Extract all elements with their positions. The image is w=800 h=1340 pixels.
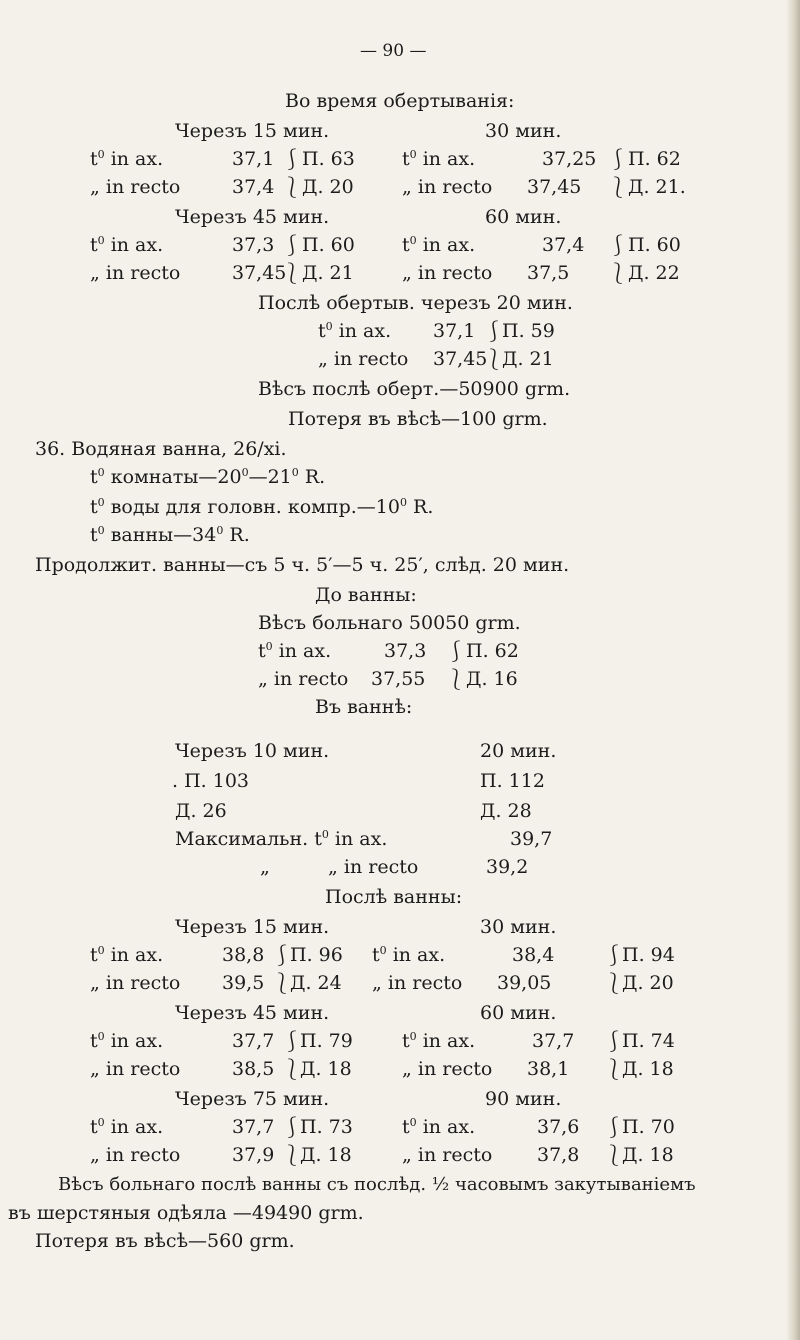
temp-axillary-value: 39,7: [510, 828, 553, 850]
temp-axillary-value: 37,3: [232, 234, 275, 256]
brace-top-glyph: ⎰: [282, 1115, 302, 1139]
temp-rectal-value: 37,5: [527, 262, 570, 284]
period-label-left: Черезъ 45 мин.: [175, 1002, 330, 1024]
axillary-row: [0, 316, 800, 346]
brace-bottom-glyph: ⎱: [604, 1057, 624, 1081]
respiration-value: Д. 21.: [628, 176, 686, 198]
temp-rectal-value: 39,5: [222, 972, 265, 994]
temp-rectal-value: 39,05: [497, 972, 552, 994]
bath-temp: $t^0$ $ванны—34^0$ R.: [90, 524, 250, 546]
brace-top-glyph: ⎰: [608, 233, 628, 257]
respiration-value: Д. 21: [502, 348, 554, 370]
temp-rectal-label: „ in recto: [258, 668, 349, 690]
compress-temp-line: [0, 492, 800, 522]
temp-axillary-right: $t^0$ in ax.: [402, 1030, 476, 1052]
rectal-row: [0, 1054, 800, 1084]
in-bath-pulse-row: [0, 766, 800, 796]
axillary-row: [0, 636, 800, 666]
brace-bottom-glyph: ⎱: [282, 1143, 302, 1167]
after-bath-heading-line: [0, 882, 800, 912]
temp-rectal-label: „ in recto: [90, 1058, 181, 1080]
page-number-line: [0, 36, 800, 66]
temp-axillary-value: 37,7: [232, 1116, 275, 1138]
pulse-value: П. 60: [302, 234, 355, 256]
respiration-value: Д. 28: [480, 800, 532, 822]
after-bath-heading: Послѣ ванны:: [325, 886, 463, 908]
ditto-mark: „: [260, 856, 270, 878]
max-rect-row: [0, 852, 800, 882]
room-temp-line: [0, 462, 800, 492]
brace-bottom-glyph: ⎱: [608, 261, 628, 285]
before-bath-heading-line: [0, 580, 800, 610]
weight-after-wrap: Вѣсъ послѣ оберт.—50900 grm.: [258, 378, 571, 400]
respiration-value: Д. 20: [302, 176, 354, 198]
pulse-value: П. 70: [622, 1116, 675, 1138]
temp-axillary-right: $t^0$ in ax.: [372, 944, 446, 966]
temp-axillary-value: 37,7: [532, 1030, 575, 1052]
period-label-right: 30 мин.: [485, 120, 562, 142]
in-bath-resp-row: [0, 796, 800, 826]
respiration-value: Д. 26: [175, 800, 227, 822]
pulse-value: П. 79: [300, 1030, 353, 1052]
respiration-value: Д. 21: [302, 262, 354, 284]
period-label-row: [0, 998, 800, 1028]
period-label-right: 60 мин.: [480, 1002, 557, 1024]
in-bath-heading-line: [0, 692, 800, 722]
final-weight-text-2: въ шерстяныя одѣяла —49490 grm.: [8, 1202, 364, 1224]
axillary-row: [0, 1112, 800, 1142]
temp-rectal-label: „ in recto: [372, 972, 463, 994]
bath-title-line: [0, 434, 800, 464]
weight-loss-line: [0, 404, 800, 434]
temp-rectal-label: „ in recto: [402, 1058, 493, 1080]
pulse-value: П. 74: [622, 1030, 675, 1052]
respiration-value: Д. 18: [622, 1144, 674, 1166]
final-loss-line: [0, 1226, 800, 1256]
rectal-row: [0, 968, 800, 998]
pulse-value: . П. 103: [172, 770, 249, 792]
temp-rectal-value: 37,4: [232, 176, 275, 198]
max-temp-row: [0, 824, 800, 854]
temp-axillary-left: $t^0$ in ax.: [90, 148, 164, 170]
brace-top-glyph: ⎰: [604, 1115, 624, 1139]
temp-axillary-value: 37,6: [537, 1116, 580, 1138]
brace-bottom-glyph: ⎱: [608, 175, 628, 199]
temp-axillary-value: 37,1: [433, 320, 476, 342]
temp-axillary-right: $t^0$ in ax.: [402, 148, 476, 170]
after-wrap-label: Послѣ обертыв. черезъ 20 мин.: [258, 292, 573, 314]
temp-rectal-label: „ in recto: [318, 348, 409, 370]
temp-axillary-left: $t^0$ in ax.: [90, 1030, 164, 1052]
brace-top-glyph: ⎰: [282, 1029, 302, 1053]
period-label-right: 20 мин.: [480, 740, 557, 762]
temp-axillary-right: $t^0$ in ax.: [402, 1116, 476, 1138]
temp-axillary-value: 37,25: [542, 148, 597, 170]
temp-axillary-value: 38,8: [222, 944, 265, 966]
final-weight-line2: [0, 1198, 800, 1228]
after-wrap-label-line: [0, 288, 800, 318]
temp-rectal-value: 37,9: [232, 1144, 275, 1166]
brace-bottom-glyph: ⎱: [282, 1057, 302, 1081]
temp-axillary-value: 37,7: [232, 1030, 275, 1052]
rectal-row: [0, 172, 800, 202]
final-weight-loss: Потеря въ вѣсѣ—560 grm.: [35, 1230, 295, 1252]
pulse-value: П. 62: [628, 148, 681, 170]
period-label-right: 60 мин.: [485, 206, 562, 228]
brace-top-glyph: ⎰: [604, 1029, 624, 1053]
temp-axillary-value: 37,3: [384, 640, 427, 662]
temp-rectal-label: „ in recto: [90, 1144, 181, 1166]
temp-rectal-value: 37,8: [537, 1144, 580, 1166]
temp-axillary-value: 37,1: [232, 148, 275, 170]
brace-top-glyph: ⎰: [484, 319, 504, 343]
temp-rectal-value: 37,55: [371, 668, 426, 690]
max-temp-axillary: Максимальн. $t^0$ in ax.: [175, 828, 388, 850]
respiration-value: Д. 18: [300, 1144, 352, 1166]
bath-duration: Продолжит. ванны—съ 5 ч. 5′—5 ч. 25′, слѣд. 20 мин.: [35, 554, 570, 576]
brace-bottom-glyph: ⎱: [446, 667, 466, 691]
temp-axillary-value: 37,4: [542, 234, 585, 256]
bath-temp-line: [0, 520, 800, 550]
pulse-value: П. 63: [302, 148, 355, 170]
pulse-value: П. 96: [290, 944, 343, 966]
temp-rectal-label: „ in recto: [90, 262, 181, 284]
pulse-value: П. 62: [466, 640, 519, 662]
temp-axillary-left: $t^0$ in ax.: [90, 944, 164, 966]
period-label-right: 30 мин.: [480, 916, 557, 938]
temp-axillary-value: 38,4: [512, 944, 555, 966]
page-number: — 90 —: [360, 41, 427, 61]
axillary-row: [0, 144, 800, 174]
before-bath-heading: До ванны:: [315, 584, 417, 606]
respiration-value: Д. 22: [628, 262, 680, 284]
respiration-value: Д. 16: [466, 668, 518, 690]
compress-temp: $t^0$ воды для головн. $компр.—10^0$ R.: [90, 496, 434, 518]
in-bath-heading: Въ ваннѣ:: [315, 696, 413, 718]
brace-bottom-glyph: ⎱: [272, 971, 292, 995]
room-temp: $t^0$ $комнаты—20^0—21^0$ R.: [90, 466, 326, 488]
respiration-value: Д. 18: [300, 1058, 352, 1080]
rectal-row: [0, 664, 800, 694]
rectal-row: [0, 344, 800, 374]
pulse-value: П. 60: [628, 234, 681, 256]
weight-loss: Потеря въ вѣсѣ—100 grm.: [288, 408, 548, 430]
axillary-row: [0, 940, 800, 970]
duration-line: [0, 550, 800, 580]
brace-bottom-glyph: ⎱: [282, 261, 302, 285]
during-wrap-heading: Во время обертыванія:: [285, 90, 515, 112]
respiration-value: Д. 20: [622, 972, 674, 994]
brace-top-glyph: ⎰: [604, 943, 624, 967]
temp-axillary-right: $t^0$ in ax.: [402, 234, 476, 256]
rectal-row: [0, 1140, 800, 1170]
temp-rectal-label: „ in recto: [328, 856, 419, 878]
final-weight-text-1: Вѣсъ больнаго послѣ ванны съ послѣд. ½ часовымъ закутываніемъ: [58, 1174, 696, 1195]
period-label-row: [0, 912, 800, 942]
temp-rectal-value: 37,45: [527, 176, 582, 198]
axillary-row: [0, 230, 800, 260]
bath-title: 36. Водяная ванна, 26/xi.: [35, 438, 287, 460]
brace-bottom-glyph: ⎱: [484, 347, 504, 371]
pulse-value: П. 94: [622, 944, 675, 966]
temp-rectal-label: „ in recto: [90, 972, 181, 994]
temp-rectal-label: „ in recto: [402, 176, 493, 198]
temp-rectal-value: 39,2: [486, 856, 529, 878]
period-label-left: Черезъ 45 мин.: [175, 206, 330, 228]
brace-top-glyph: ⎰: [282, 233, 302, 257]
before-bath-weight: Вѣсъ больнаго 50050 grm.: [258, 612, 521, 634]
temp-rectal-value: 37,45: [433, 348, 488, 370]
temp-rectal-value: 37,45: [232, 262, 287, 284]
temp-rectal-label: „ in recto: [402, 1144, 493, 1166]
temp-axillary-left: $t^0$ in ax.: [258, 640, 332, 662]
weight-after-line: [0, 374, 800, 404]
period-label-left: Черезъ 10 мин.: [175, 740, 330, 762]
temp-rectal-label: „ in recto: [90, 176, 181, 198]
temp-axillary-left: $t^0$ in ax.: [90, 1116, 164, 1138]
temp-rectal-value: 38,5: [232, 1058, 275, 1080]
temp-rectal-label: „ in recto: [402, 262, 493, 284]
temp-rectal-value: 38,1: [527, 1058, 570, 1080]
period-label-left: Черезъ 15 мин.: [175, 916, 330, 938]
brace-top-glyph: ⎰: [282, 147, 302, 171]
period-label-left: Черезъ 15 мин.: [175, 120, 330, 142]
temp-axillary-left: $t^0$ in ax.: [90, 234, 164, 256]
brace-top-glyph: ⎰: [608, 147, 628, 171]
period-label-row: [0, 1084, 800, 1114]
respiration-value: Д. 24: [290, 972, 342, 994]
axillary-row: [0, 1026, 800, 1056]
temp-axillary-left: $t^0$ in ax.: [318, 320, 392, 342]
brace-top-glyph: ⎰: [272, 943, 292, 967]
before-weight-line: [0, 608, 800, 638]
period-label-row: [0, 116, 800, 146]
brace-top-glyph: ⎰: [446, 639, 466, 663]
during-wrap-heading-line: [0, 86, 800, 116]
brace-bottom-glyph: ⎱: [282, 175, 302, 199]
pulse-value: П. 73: [300, 1116, 353, 1138]
period-label-right: 90 мин.: [485, 1088, 562, 1110]
pulse-value: П. 112: [480, 770, 545, 792]
final-weight-line1: [0, 1170, 800, 1200]
rectal-row: [0, 258, 800, 288]
pulse-value: П. 59: [502, 320, 555, 342]
period-label-row: [0, 202, 800, 232]
brace-bottom-glyph: ⎱: [604, 971, 624, 995]
brace-bottom-glyph: ⎱: [604, 1143, 624, 1167]
in-bath-label-row: [0, 736, 800, 766]
respiration-value: Д. 18: [622, 1058, 674, 1080]
period-label-left: Черезъ 75 мин.: [175, 1088, 330, 1110]
